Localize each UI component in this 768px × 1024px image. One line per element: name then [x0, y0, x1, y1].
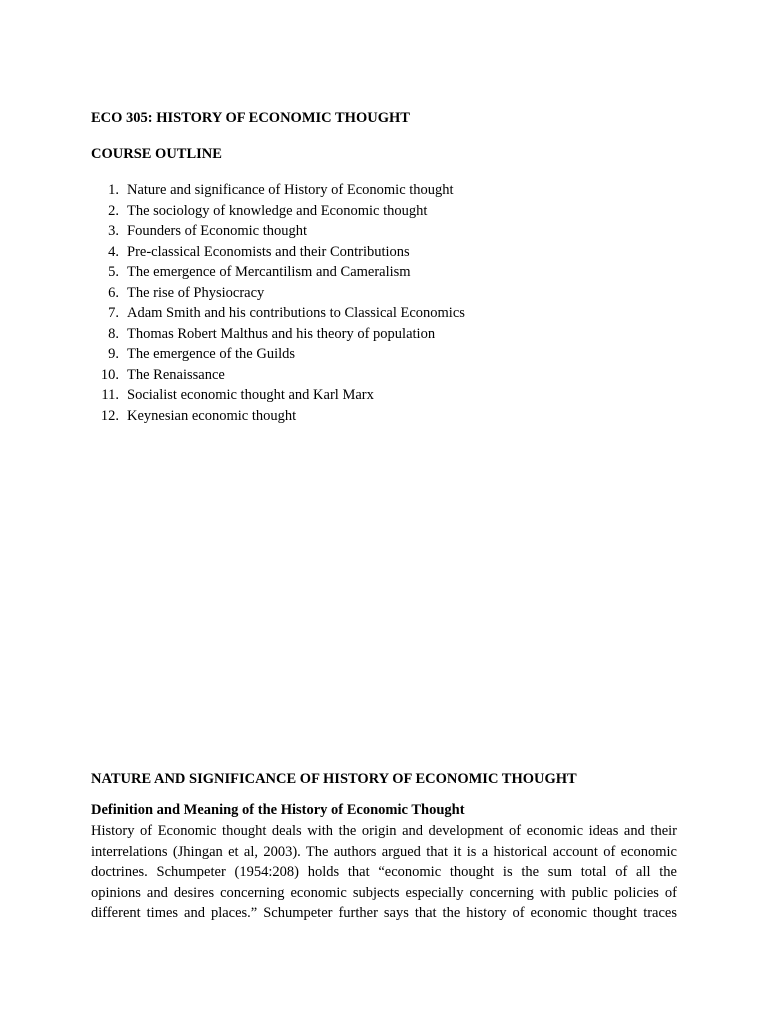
- outline-item: [91, 324, 465, 345]
- outline-item-number: 8.: [108, 325, 119, 342]
- outline-item-text: The emergence of Mercantilism and Cameralism: [127, 264, 411, 280]
- course-outline-list: [91, 180, 465, 426]
- outline-item: [91, 283, 465, 304]
- outline-item-number: 1.: [108, 182, 119, 198]
- outline-item-text: Keynesian economic thought: [127, 407, 297, 424]
- outline-item-number: 11.: [101, 387, 119, 403]
- outline-item-number: 4.: [108, 243, 119, 260]
- paragraph-line: different times and places.” Schumpeter further says that the history of economic thought traces: [91, 905, 677, 921]
- paragraph-line: History of Economic thought deals with the origin and development of economic ideas and their: [91, 823, 677, 839]
- outline-item-number: 10.: [100, 366, 119, 383]
- section-heading: NATURE AND SIGNIFICANCE OF HISTORY OF ECONOMIC THOUGHT: [91, 771, 577, 787]
- definition-paragraph: [91, 821, 677, 924]
- outline-item-text: Nature and significance of History of Economic thought: [127, 182, 454, 198]
- outline-item: [91, 242, 465, 263]
- outline-item-text: The emergence of the Guilds: [127, 346, 296, 362]
- paragraph-line: opinions and desires concerning economic subjects especially concerning with public policies of: [91, 884, 677, 901]
- outline-item: [91, 365, 465, 386]
- paragraph-line: interrelations (Jhingan et al, 2003). The authors argued that it is a historical account of economic: [91, 843, 677, 860]
- outline-item-number: 2.: [108, 202, 119, 219]
- outline-item-number: 9.: [108, 346, 119, 362]
- outline-item-text: Pre-classical Economists and their Contributions: [127, 243, 410, 260]
- outline-item: [91, 262, 465, 283]
- outline-item-text: Socialist economic thought and Karl Marx: [127, 387, 374, 403]
- outline-item: [91, 221, 465, 242]
- outline-item-text: Thomas Robert Malthus and his theory of population: [127, 325, 436, 342]
- outline-item-number: 7.: [108, 305, 119, 321]
- outline-item-text: Adam Smith and his contributions to Classical Economics: [127, 305, 465, 321]
- outline-item: [91, 406, 465, 427]
- course-title: ECO 305: HISTORY OF ECONOMIC THOUGHT: [91, 110, 410, 126]
- outline-item: [91, 180, 465, 201]
- definition-subheading: Definition and Meaning of the History of Economic Thought: [91, 802, 465, 818]
- outline-item: [91, 201, 465, 222]
- outline-item: [91, 344, 465, 365]
- outline-item-number: 5.: [108, 264, 119, 280]
- outline-item-text: Founders of Economic thought: [127, 223, 308, 239]
- outline-item: [91, 385, 465, 406]
- outline-item-text: The rise of Physiocracy: [127, 284, 265, 301]
- outline-heading: COURSE OUTLINE: [91, 146, 222, 162]
- outline-item-number: 12.: [100, 407, 119, 424]
- outline-item-number: 6.: [108, 284, 119, 301]
- outline-item-text: The Renaissance: [127, 366, 225, 383]
- outline-item: [91, 303, 465, 324]
- outline-item-number: 3.: [108, 223, 119, 239]
- paragraph-line: doctrines. Schumpeter (1954:208) holds that “economic thought is the sum total of all the: [91, 864, 677, 880]
- outline-item-text: The sociology of knowledge and Economic thought: [127, 202, 428, 219]
